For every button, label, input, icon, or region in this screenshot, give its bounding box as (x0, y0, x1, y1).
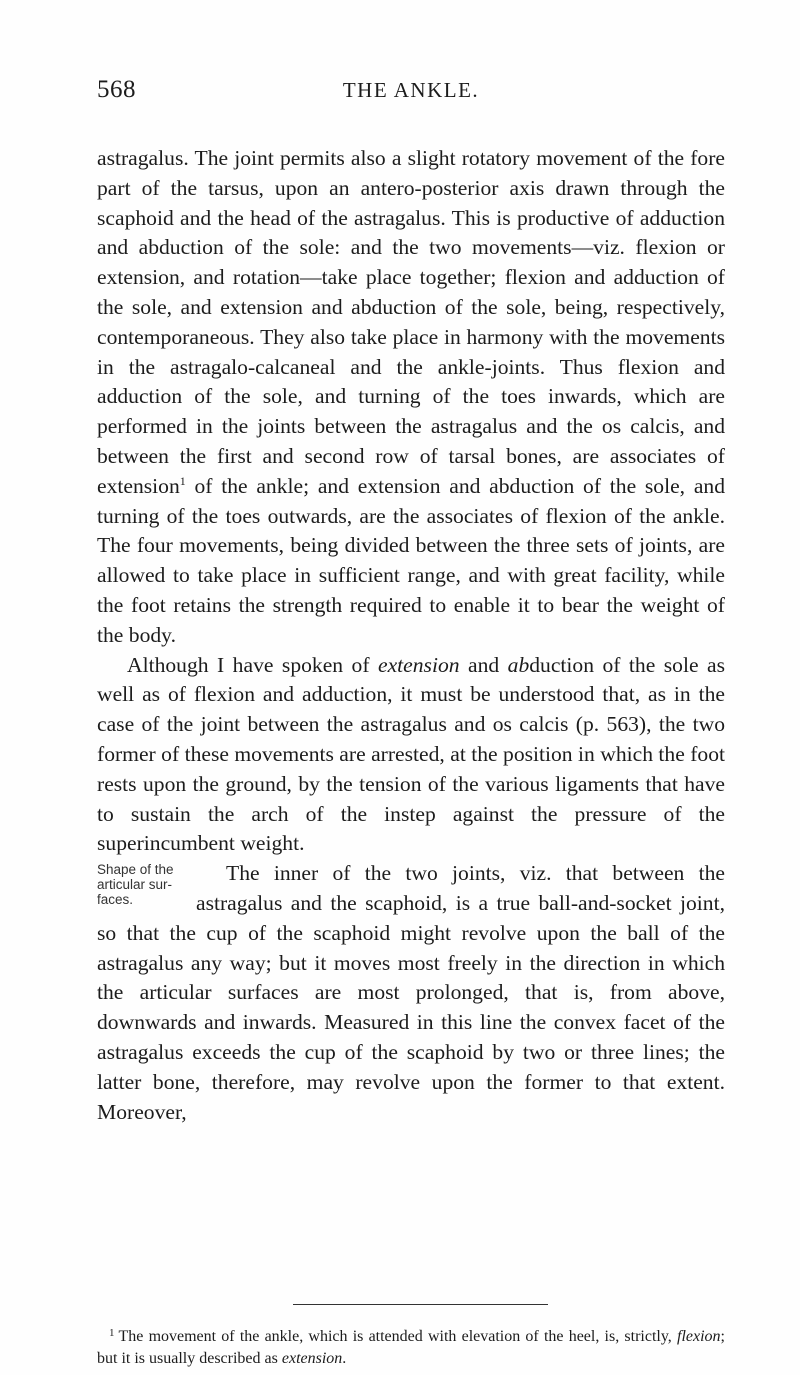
paragraph (97, 651, 725, 860)
paragraph: The inner of the two joints, viz. that between the astragalus and the scaphoid, is a true ball-and-socket joint, so that the cup of the scaphoid might revolve upon the ball of the astragalus any way; but it moves most freely in the direction in which the articular surfaces are most prolonged, that is, from above, downwards and inwards. Measured in this line the convex facet of the astragalus exceeds the cup of the scaphoid by two or three lines; the latter bone, therefore, may revolve upon the former to that extent. Moreover, (97, 861, 725, 1124)
body-text (97, 144, 725, 1127)
italic-term: flexion (677, 1328, 721, 1345)
text-span: of the ankle; and extension and abduction of the sole, and turning of the toes outwards, are the associates of flexion of the ankle. The four movements, being divided between the three sets of joints, are allowed to take place in sufficient range, and with great facility, while the foot retains the strength required to enable it to bear the weight of the body. (97, 473, 725, 647)
page-number: 568 (97, 76, 136, 103)
text-span: Although I have spoken of (127, 652, 378, 677)
italic-term: ab (507, 652, 530, 677)
margin-note: Shape of the articular sur- faces. (97, 862, 174, 908)
text-span: duction of the sole as well as of flexion and adduction, it must be understood that, as in the case of the joint between the astragalus and os calcis (p. 563), the two former of these movements are arrested, at the position in which the foot rests upon the ground, by the tension of the various ligaments that have to sustain the arch of the instep against the pressure of the superincumbent weight. (97, 652, 725, 856)
paragraph-with-sidenote (97, 859, 725, 1127)
italic-term: extension (378, 652, 460, 677)
footnote-divider (293, 1304, 548, 1305)
page-header (97, 76, 725, 116)
text-span: . (342, 1350, 347, 1367)
text-span: The movement of the ankle, which is attended with elevation of the heel, is, strictly, (118, 1328, 677, 1345)
footnote-reference: 1 (179, 473, 186, 488)
paragraph (97, 144, 725, 651)
text-span: and (459, 652, 508, 677)
footnote-mark: 1 (109, 1327, 115, 1339)
footnote (97, 1322, 725, 1370)
text-span: ; but it is usually described as (97, 1328, 725, 1367)
running-title: THE ANKLE. (342, 78, 480, 102)
italic-term: extension (281, 1350, 343, 1367)
text-span: astragalus. The joint permits also a slight rotatory movement of the fore part of the tarsus, upon an antero-posterior axis drawn through the scaphoid and the head of the astragalus. This is productive of adduction and abduction of the sole: and the two movements—viz. flexion or extension, and rotation—take place together; flexion and adduction of the sole, and extension and abduction of the sole, being, respectively, contemporaneous. They also take place in harmony with the movements in the astragalo-calcaneal and the ankle-joints. Thus flexion and adduction of the sole, and turning of the toes inwards, which are performed in the joints between the astragalus and the os calcis, and between the first and second row of tarsal bones, are associates of extension (97, 146, 725, 498)
